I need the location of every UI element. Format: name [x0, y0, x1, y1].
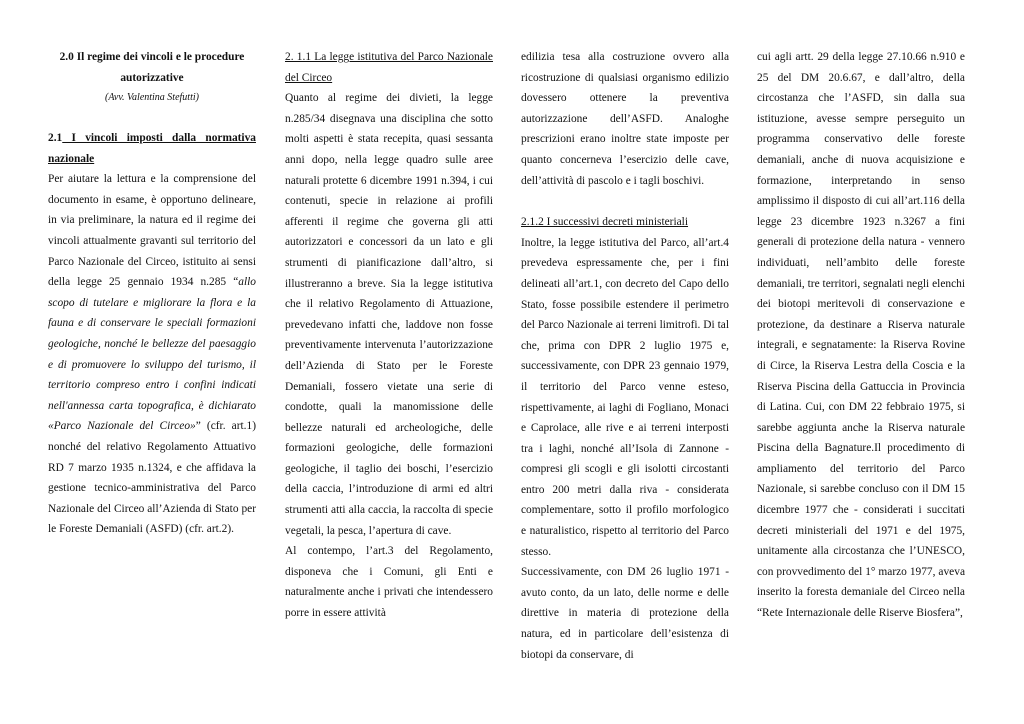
column-3-paragraph-1	[521, 47, 729, 191]
column-3-paragraph-2	[521, 233, 729, 563]
chapter-title-line1: 2.0 Il regime dei vincoli e le procedure	[59, 51, 245, 63]
section-2-1-2-heading: 2.1.2 I successivi decreti ministeriali	[521, 216, 689, 229]
text-run: Inoltre, la legge istitutiva del Parco, all’art.4 prevedeva espressamente che, per i fini delineati all’art.1, con decreto del Capo dello Stato, fosse possibile estendere il perimetro del Parco Nazionale ai terreni limitrofi. Di tal che, prima con DPR 2 luglio 1975 e, successivamente, con DPR 23 gennaio 1979, il territorio del Parco venne esteso, rispettivamente, ai laghi di Fogliano, Monaci e Caprolace, alle rive e ai terreni interposti tra i laghi, nonché all’Isola di Zannone - compresi gli scogli e gli isolotti circostanti entro 200 metri dalla riva - considerata complementare, sotto il profilo morfologico e naturalistico, rispetto al territorio del Parco stesso.	[521, 236, 729, 558]
column-4-paragraph	[757, 47, 965, 624]
column-3-paragraph-3	[521, 562, 729, 665]
spacer	[521, 191, 729, 212]
chapter-author: (Avv. Valentina Stefutti)	[105, 92, 199, 103]
column-2	[285, 47, 493, 624]
text-run: Per aiutare la lettura e la comprensione del documento in esame, è opportuno delineare, in via preliminare, la natura ed il regime dei vincoli attualmente gravanti sul territorio del Parco Nazionale del Circeo, istituito ai sensi della legge 25 gennaio 1934 n.285 “	[48, 173, 256, 289]
column-2-paragraph-2	[285, 541, 493, 623]
section-2-1-number: 2.1	[48, 132, 63, 144]
section-2-1-1-heading: 2. 1.1 La legge istitutiva del Parco Nazionale del Circeo	[285, 51, 493, 84]
section-2-1-heading	[48, 128, 256, 169]
column-1-paragraph	[48, 169, 256, 540]
chapter-title-line2: autorizzative	[120, 72, 184, 84]
text-run: edilizia tesa alla costruzione ovvero alla ricostruzione di qualsiasi organismo edilizio dovessero ottenere la preventiva autorizzazione dell’ASFD. Analoghe prescrizioni erano inoltre state imposte per quanto concerneva l’esercizio delle cave, dell’attività di pascolo e i tagli boschivi.	[521, 51, 729, 187]
text-run: Quanto al regime dei divieti, la legge n.285/34 disegnava una disciplina che sotto molti aspetti è stata recepita, quasi sessanta anni dopo, nella legge quadro sulle aree naturali protette 6 dicembre 1991 n.394, i cui contenuti, specie in relazione ai profili afferenti il regime che governa gli atti autorizzatori e concessori da un lato e gli strumenti di pianificazione dall’altro, si illustreranno a breve. Sia la legge istitutiva che il relativo Regolamento di Attuazione, prevedevano infatti che, laddove non fosse preventivamente intervenuta l’autorizzazione dell’Azienda di Stato per le Foreste Demaniali, fossero vietate una serie di condotte, quali la manomissione delle bellezze naturali ed archeologiche, delle formazioni geologiche, delle formazioni geologiche, il taglio dei boschi, l’esercizio della caccia, l’introduzione di armi ed altri strumenti atti alla caccia, la raccolta di specie vegetali, la pesca, l’apertura di cave.	[285, 92, 493, 537]
text-run: cui agli artt. 29 della legge 27.10.66 n.910 e 25 del DM 20.6.67, e dall’altro, della circostanza che l’ASFD, sin dalla sua istituzione, avesse sempre perseguito un programma conservativo delle foreste demaniali, anche di nuova acquisizione e formazione, interpretando in senso amplissimo il disposto di cui all’art.116 della legge 23 dicembre 1923 n.3267 a fini generali di protezione della natura - vennero individuati, nell’ambito delle foreste demaniali, tre territori, segnalati negli elenchi dei biotopi meritevoli di conservazione e protezione, da destinare a Riserva naturale integrali, e segnatamente: la Riserva Rovine di Circe, la Riserva Lestra della Coscia e la Riserva Piscina della Gattuccia in Provincia di Latina. Cui, con DM 22 febbraio 1975, si sarebbe aggiunta anche la Riserva naturale Piscina della Bagnature.Il procedimento di ampliamento del territorio del Parco Nazionale, si sarebbe concluso con il DM 15 dicembre 1977 che - considerati i succitati decreti ministeriali del 1971 e del 1975, unitamente alla circostanza che l’UNESCO, con provvedimento del 1° marzo 1977, aveva inserito la foresta demaniale del Circeo nella “Rete Internazionale delle Riserve Biosfera”,	[757, 51, 965, 620]
section-2-1-title: I vincoli imposti dalla normativa nazionale	[48, 132, 256, 165]
text-run: allo scopo di tutelare e migliorare la flora e la fauna e di conservare le speciali formazioni geologiche, nonché le bellezze del paesaggio e di promuovere lo sviluppo del turismo, il territorio compreso entro i confini indicati nell'annessa carta topografica, è dichiarato «Parco Nazionale del Circeo»	[48, 276, 256, 433]
column-1	[48, 47, 256, 540]
text-run: Al contempo, l’art.3 del Regolamento, disponeva che i Comuni, gli Enti e naturalmente anche i privati che intendessero porre in essere attività	[285, 545, 493, 620]
text-run: ” (cfr. art.1) nonché del relativo Regolamento Attuativo RD 7 marzo 1935 n.1324, e che affidava la gestione tecnico-amministrativa del Parco Nazionale del Circeo all’Azienda di Stato per le Foreste Demaniali (ASFD) (cfr. art.2).	[48, 420, 256, 536]
column-2-paragraph-1	[285, 88, 493, 541]
column-4	[757, 47, 965, 624]
column-3	[521, 47, 729, 665]
text-run: Successivamente, con DM 26 luglio 1971 - avuto conto, da un lato, delle norme e delle direttive in materia di protezione della natura, ed in particolare dell’esistenza di biotopi da conservare, di	[521, 566, 729, 661]
